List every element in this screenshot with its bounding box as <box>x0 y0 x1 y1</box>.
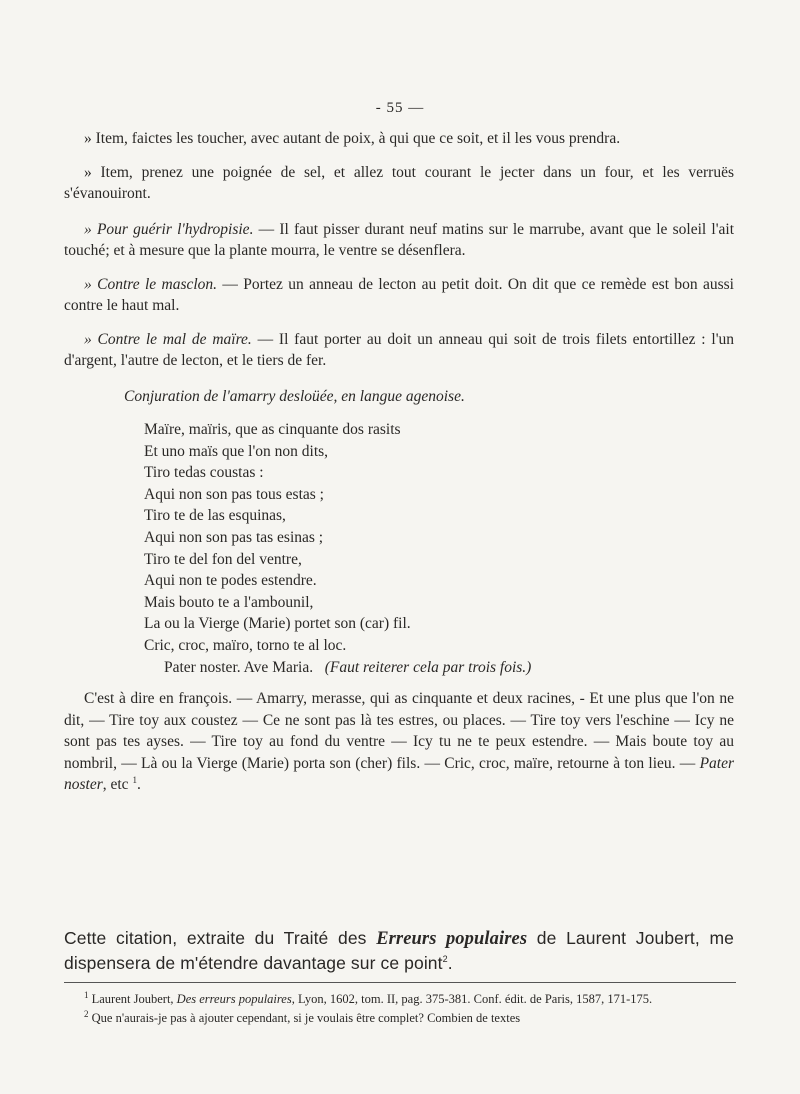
translation-end: . <box>136 776 141 794</box>
remedy-title: » Contre le masclon. <box>84 275 218 293</box>
paragraph-mal-de-maire <box>64 329 734 372</box>
translation-suffix: , etc <box>102 776 133 794</box>
poem-line: Cric, croc, maïro, torno te al loc. <box>144 636 347 654</box>
translation-paragraph <box>64 688 734 796</box>
footnote-mark: 2 <box>84 1008 89 1019</box>
poem-prayer: Pater noster. Ave Maria. <box>164 658 314 676</box>
poem-line: Tiro tedas coustas : <box>144 464 264 482</box>
remedy-text: — Il faut porter au doit un anneau qui soit de trois filets entortillez : l'un d'argent, l'autre de lecton, et le tiers de fer. <box>64 330 735 369</box>
conclusion-pre: Cette citation, extraite du Traité des <box>64 928 377 948</box>
remedy-text: — Portez un anneau de lecton au petit doit. On dit que ce remède est bon aussi contre le haut mal. <box>64 275 734 314</box>
poem-line: Tiro te de las esquinas, <box>144 507 286 525</box>
cited-work-title: Erreurs populaires <box>376 929 528 949</box>
conclusion-end: . <box>447 953 453 973</box>
paragraph-masclon <box>64 274 734 317</box>
conclusion-paragraph <box>64 926 734 975</box>
remedy-text: — Il faut pisser durant neuf matins sur le marrube, avant que le soleil l'ait touché; et à mesure que la plante mourra, le ventre se désenflera. <box>64 220 735 259</box>
incantation-poem <box>64 419 734 678</box>
incantation-title: Conjuration de l'amarry desloüée, en langue agenoise. <box>124 387 465 405</box>
poem-line: Maïre, maïris, que as cinquante dos rasits <box>144 421 401 438</box>
footnote-divider <box>64 982 736 983</box>
footnote-title: Des erreurs populaires <box>176 992 292 1006</box>
conclusion-post: de Laurent Joubert, me dispensera de m'étendre davantage sur ce point <box>64 928 734 973</box>
paragraph-hydropisie <box>64 219 734 262</box>
footnote-ref[interactable]: 1 <box>132 774 137 785</box>
footnote-text: Que n'aurais-je pas à ajouter cependant, si je voulais être complet? Combien de textes <box>91 1011 521 1025</box>
poem-line: Aqui non son pas tas esinas ; <box>144 528 324 546</box>
poem-line: Mais bouto te a l'ambounil, <box>144 593 314 611</box>
paragraph-item-poix: » Item, faictes les toucher, avec autant de poix, à qui que ce soit, et il les vous prendra. <box>84 130 621 147</box>
footnote-ref[interactable]: 2 <box>442 954 448 965</box>
footnote-text: Laurent Joubert, <box>91 992 177 1006</box>
footnote-mark: 1 <box>84 989 89 1000</box>
pater-noster: Pater noster <box>64 754 734 794</box>
main-text <box>64 128 734 808</box>
footnote-text: , Lyon, 1602, tom. II, pag. 375-381. Conf. édit. de Paris, 1587, 171-175. <box>291 992 653 1006</box>
poem-line: La ou la Vierge (Marie) portet son (car) fil. <box>144 615 411 633</box>
page-number: - 55 — <box>375 100 425 116</box>
footnote-2 <box>64 1009 734 1028</box>
poem-line: Aqui non son pas tous estas ; <box>144 485 324 503</box>
paragraph-item-sel: » Item, prenez une poignée de sel, et allez tout courant le jecter dans un four, et les verruës s'évanouiront. <box>64 163 734 202</box>
footnotes <box>64 990 734 1028</box>
translation-text: C'est à dire en françois. — Amarry, merasse, qui as cinquante et deux racines, - Et une plus que l'on ne dit, — Tire toy aux coustez — Ce ne sont pas là tes estres, ou places. — Tire toy vers l'eschine — Icy ne sont pas tes ayses. — Tire toy au fond du ventre — Icy tu ne te peux estendre. — Mais boute toy au nombril, — Là ou la Vierge (Marie) porta son (cher) fils. — Cric, croc, maïre, retourne à ton lieu. — <box>64 690 734 772</box>
remedy-title: » Pour guérir l'hydropisie. <box>84 220 254 238</box>
poem-line-final <box>64 657 734 679</box>
poem-line: Tiro te del fon del ventre, <box>144 550 302 568</box>
poem-line: Et uno maïs que l'on non dits, <box>144 442 329 460</box>
poem-instruction: (Faut reiterer cela par trois fois.) <box>324 658 532 676</box>
remedy-title: » Contre le mal de maïre. <box>84 330 252 348</box>
poem-line: Aqui non te podes estendre. <box>144 572 317 590</box>
footnote-1 <box>64 990 734 1009</box>
